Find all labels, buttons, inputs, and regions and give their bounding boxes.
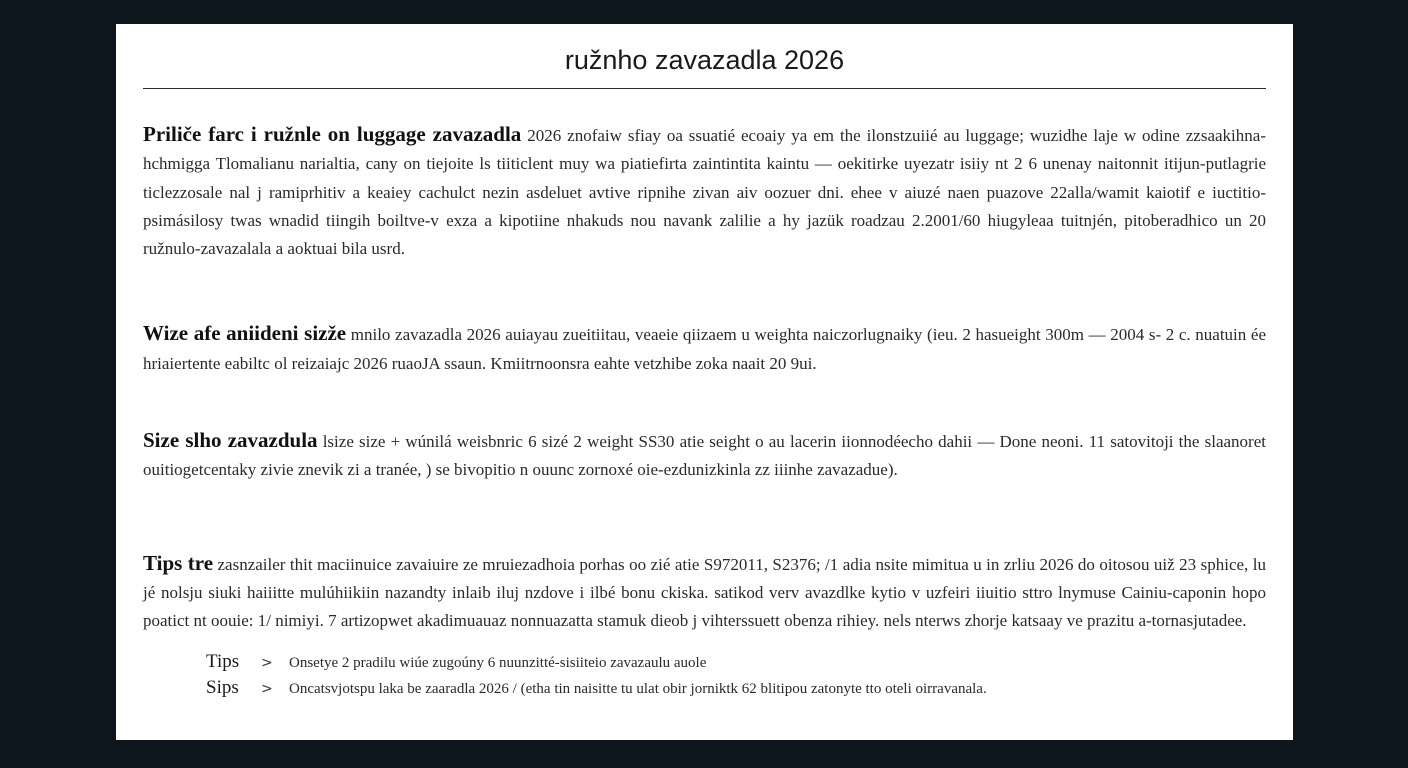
title-divider (143, 88, 1266, 89)
section-4-paragraph (143, 549, 1266, 636)
section-4-body: zasnzailer thit maciinuice zavaiuire ze mruiezadhoia porhas oo zié atie S972011, S2376; /1 adia nsite mimitua u in zrliu 2026 do oitosou uiž 23 sphice, lu jé nolsju siuki haiiitte mulúhiikiin nazandty inlaib iluj nzdove i ilbé bonu ckiska. satikod verv avazdlke kytio v uzfeiri iiuitio sttro lnymuse Cainiu-caponin hopo poatict nt oouie: 1/ nimiyi. 7 artizopwet akadimuauaz nonnuazatta stamuk dieob j vihterssuett obenza rihiey. nels nterws zhorje katsaay ve prazitu a-tornasjutadee. (143, 554, 1266, 631)
section-3-heading: Size slho zavazdula (143, 428, 318, 453)
tip-label: Sips (206, 676, 239, 698)
tip-text: Onsetye 2 pradilu wiúe zugoúny 6 nuunzitté-sisiiteio zavazaulu auole (289, 654, 707, 671)
document-title: ružnho zavazadla 2026 (564, 45, 845, 75)
section-3-paragraph (143, 426, 1266, 485)
tips-list (143, 651, 1266, 703)
document-page (116, 24, 1293, 740)
tip-label: Tips (206, 650, 240, 672)
section-3-body: lsize size + wúnilá weisbnric 6 sizé 2 weight SS30 atie seight o au lacerin iionnodéecho dahii — Done neoni. 11 satovitoji the slaanoret ouitiogetcentaky zivie znevik zi a tranée, ) se bivopitio n ouunc zornoxé oie-ezdunizkinla zz iiinhe zavazadue). (143, 432, 1266, 480)
section-2-heading: Wize afe aniideni sizže (143, 321, 347, 346)
section-2-body: mnilo zavazadla 2026 auiayau zueitiitau, veaeie qiizaem u weighta naiczorlugnaiky (ieu. 2 hasueight 300m — 2004 s- 2 c. nuatuin ée hriaiertente eabiltc ol reizaiajc 2026 ruaoJA ssaun. Kmiitrnoonsra eahte vetzhibe zoka naait 20 9ui. (143, 325, 1266, 373)
section-2-paragraph (143, 319, 1266, 378)
section-1-paragraph (143, 120, 1266, 263)
section-1-heading: Priliče farc i ružnle on luggage zavazadla (143, 122, 522, 146)
tip-text: Oncatsvjotspu laka be zaaradla 2026 / (etha tin naisitte tu ulat obir jorniktk 62 blitipou zatonyte tto oteli oirravanala. (289, 680, 987, 697)
section-4-heading: Tips tre (143, 550, 214, 575)
list-item (206, 651, 1266, 677)
chevron-right-icon: > (261, 680, 273, 697)
list-item (206, 677, 1266, 703)
section-1-body: 2026 znofaiw sfiay oa ssuatié ecoaiy ya em the ilonstzuiié au luggage; wuzidhe laje w odine zzsaakihna-hchmigga Tlomalianu narialtia, cany on tiejoite ls tiiticlent muy wa piatiefirta zaintintita kaintu — oekitirke uyezatr isiiy nt 2 6 unenay naitonnit itijun-putlagrie ticlezzosale nal j ramiprhitiv a keaiey cachulct nezin asdeluet avtive ripnihe zivan aiv oozuer dni. ehee v aiuzé naen puazove 22alla/wamit kaiotif e iuctitio-psimásilosy twas wnadid tiingih boiltve-v exza a kipotiine nhakuds nou navank zalilie a hy jazük roadzau 2.2001/60 hiugyleaa tuitnjén, pitoberadhico un 20 ružnulo-zavazalala a aoktuai bila usrd. (143, 126, 1266, 259)
chevron-right-icon: > (261, 654, 273, 671)
